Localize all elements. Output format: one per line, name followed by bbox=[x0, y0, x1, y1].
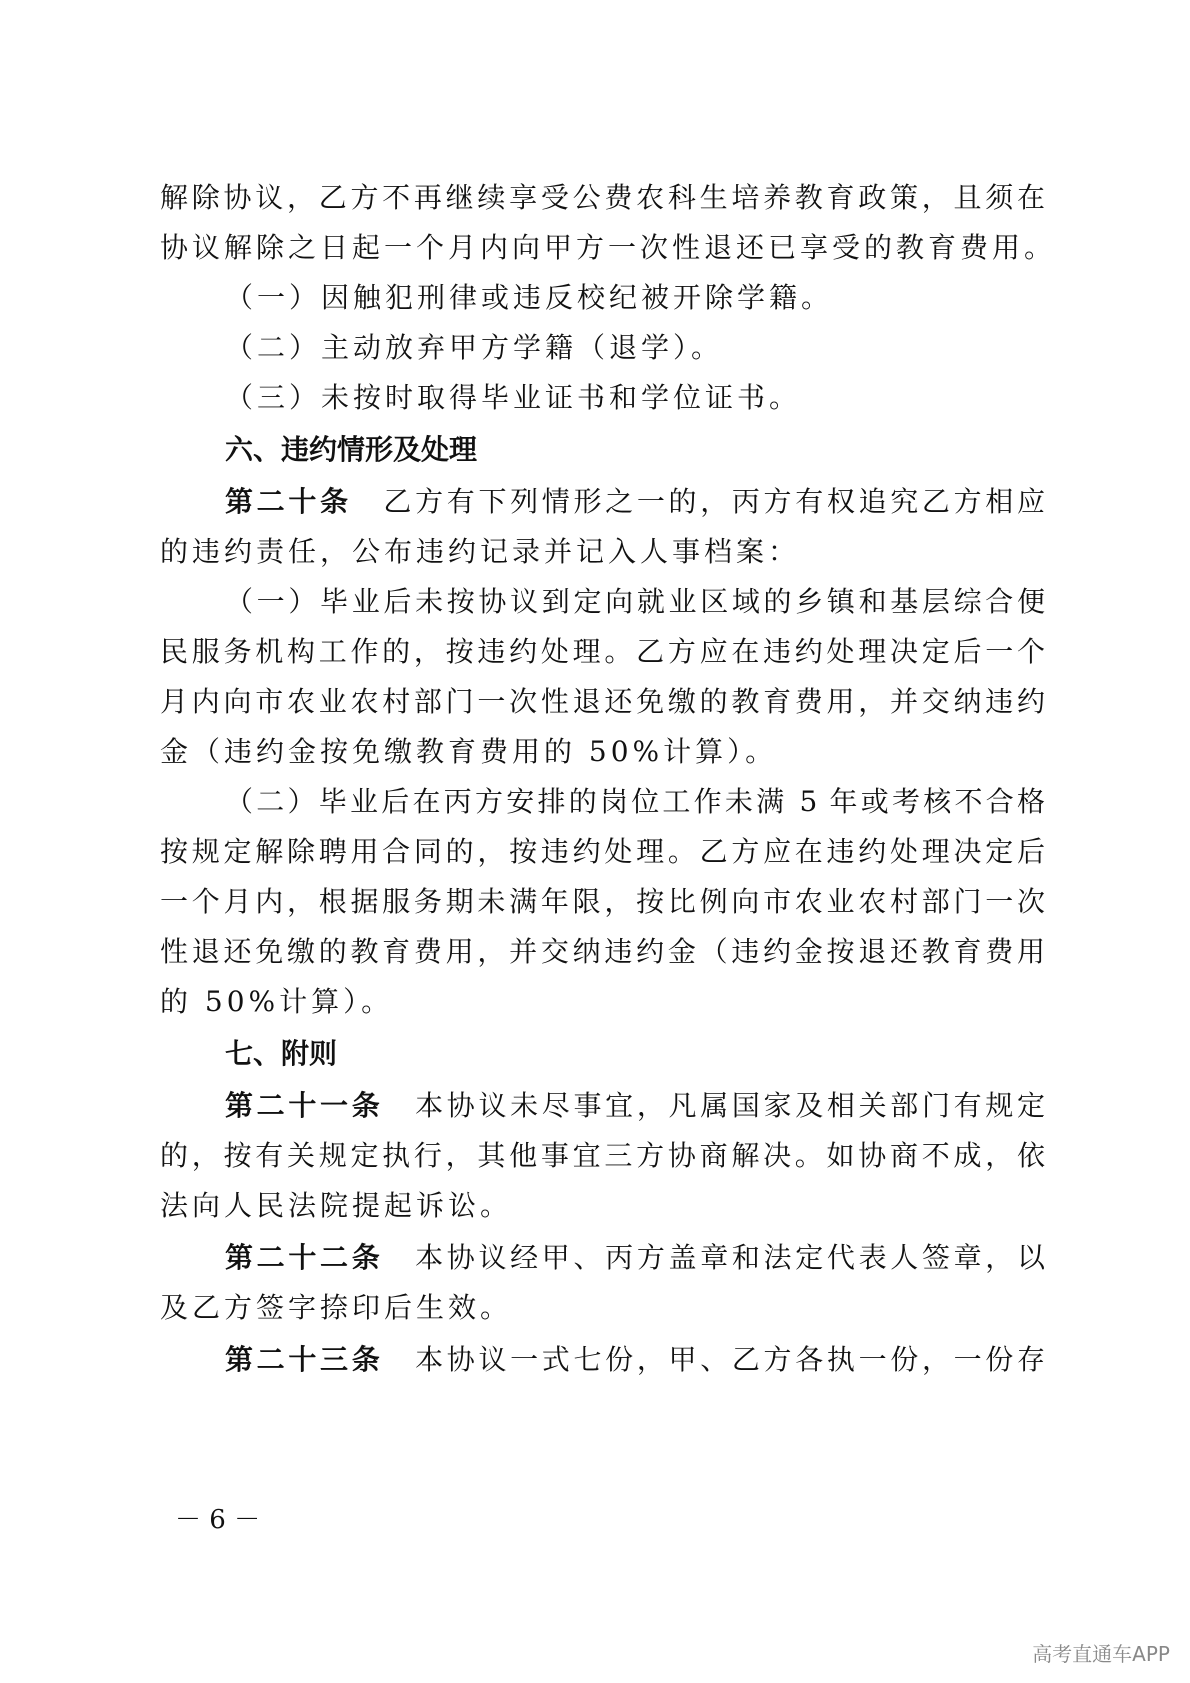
article-label: 第二十二条 bbox=[225, 1241, 384, 1274]
article-line bbox=[225, 482, 1045, 522]
body-line: 及乙方签字捺印后生效。 bbox=[160, 1291, 513, 1324]
clause-line: （二）毕业后在丙方安排的岗位工作未满 5 年或考核不合格 bbox=[225, 785, 1045, 818]
page-number: － 6 － bbox=[175, 1505, 261, 1535]
list-item: （二）主动放弃甲方学籍（退学）。 bbox=[225, 331, 724, 364]
body-line: 协议解除之日起一个月内向甲方一次性退还已享受的教育费用。 bbox=[160, 231, 1057, 264]
clause-line: 的 50%计算）。 bbox=[160, 985, 394, 1018]
clause-line: 金（违约金按免缴教育费用的 50%计算）。 bbox=[160, 735, 778, 768]
article-text: 乙方有下列情形之一的，丙方有权追究乙方相应 bbox=[383, 485, 1045, 518]
article-label: 第二十一条 bbox=[225, 1089, 384, 1122]
article-text: 本协议未尽事宜，凡属国家及相关部门有规定 bbox=[415, 1089, 1045, 1122]
watermark: 高考直通车APP bbox=[1032, 1642, 1170, 1666]
article-line bbox=[225, 1086, 1045, 1126]
body-line: 的，按有关规定执行，其他事宜三方协商解决。如协商不成，依 bbox=[160, 1139, 1045, 1172]
clause-line: 按规定解除聘用合同的，按违约处理。乙方应在违约处理决定后 bbox=[160, 835, 1045, 868]
clause-line: 性退还免缴的教育费用，并交纳违约金（违约金按退还教育费用 bbox=[160, 935, 1045, 968]
section-heading: 七、附则 bbox=[225, 1037, 338, 1070]
article-label: 第二十三条 bbox=[225, 1343, 384, 1376]
list-item: （三）未按时取得毕业证书和学位证书。 bbox=[225, 381, 802, 414]
clause-line: 月内向市农业农村部门一次性退还免缴的教育费用，并交纳违约 bbox=[160, 685, 1045, 718]
article-text: 本协议一式七份，甲、乙方各执一份，一份存 bbox=[415, 1343, 1045, 1376]
list-item: （一）因触犯刑律或违反校纪被开除学籍。 bbox=[225, 281, 834, 314]
article-line bbox=[225, 1340, 1045, 1380]
article-text: 本协议经甲、丙方盖章和法定代表人签章，以 bbox=[415, 1241, 1045, 1274]
article-label: 第二十条 bbox=[225, 485, 352, 518]
article-line bbox=[225, 1238, 1045, 1278]
section-heading: 六、违约情形及处理 bbox=[225, 433, 478, 466]
clause-line: 民服务机构工作的，按违约处理。乙方应在违约处理决定后一个 bbox=[160, 635, 1045, 668]
clause-line: 一个月内，根据服务期未满年限，按比例向市农业农村部门一次 bbox=[160, 885, 1045, 918]
clause-line: （一）毕业后未按协议到定向就业区域的乡镇和基层综合便 bbox=[225, 585, 1045, 618]
body-line: 法向人民法院提起诉讼。 bbox=[160, 1189, 513, 1222]
body-line: 的违约责任，公布违约记录并记入人事档案： bbox=[160, 535, 801, 568]
body-line: 解除协议，乙方不再继续享受公费农科生培养教育政策，且须在 bbox=[160, 181, 1045, 214]
